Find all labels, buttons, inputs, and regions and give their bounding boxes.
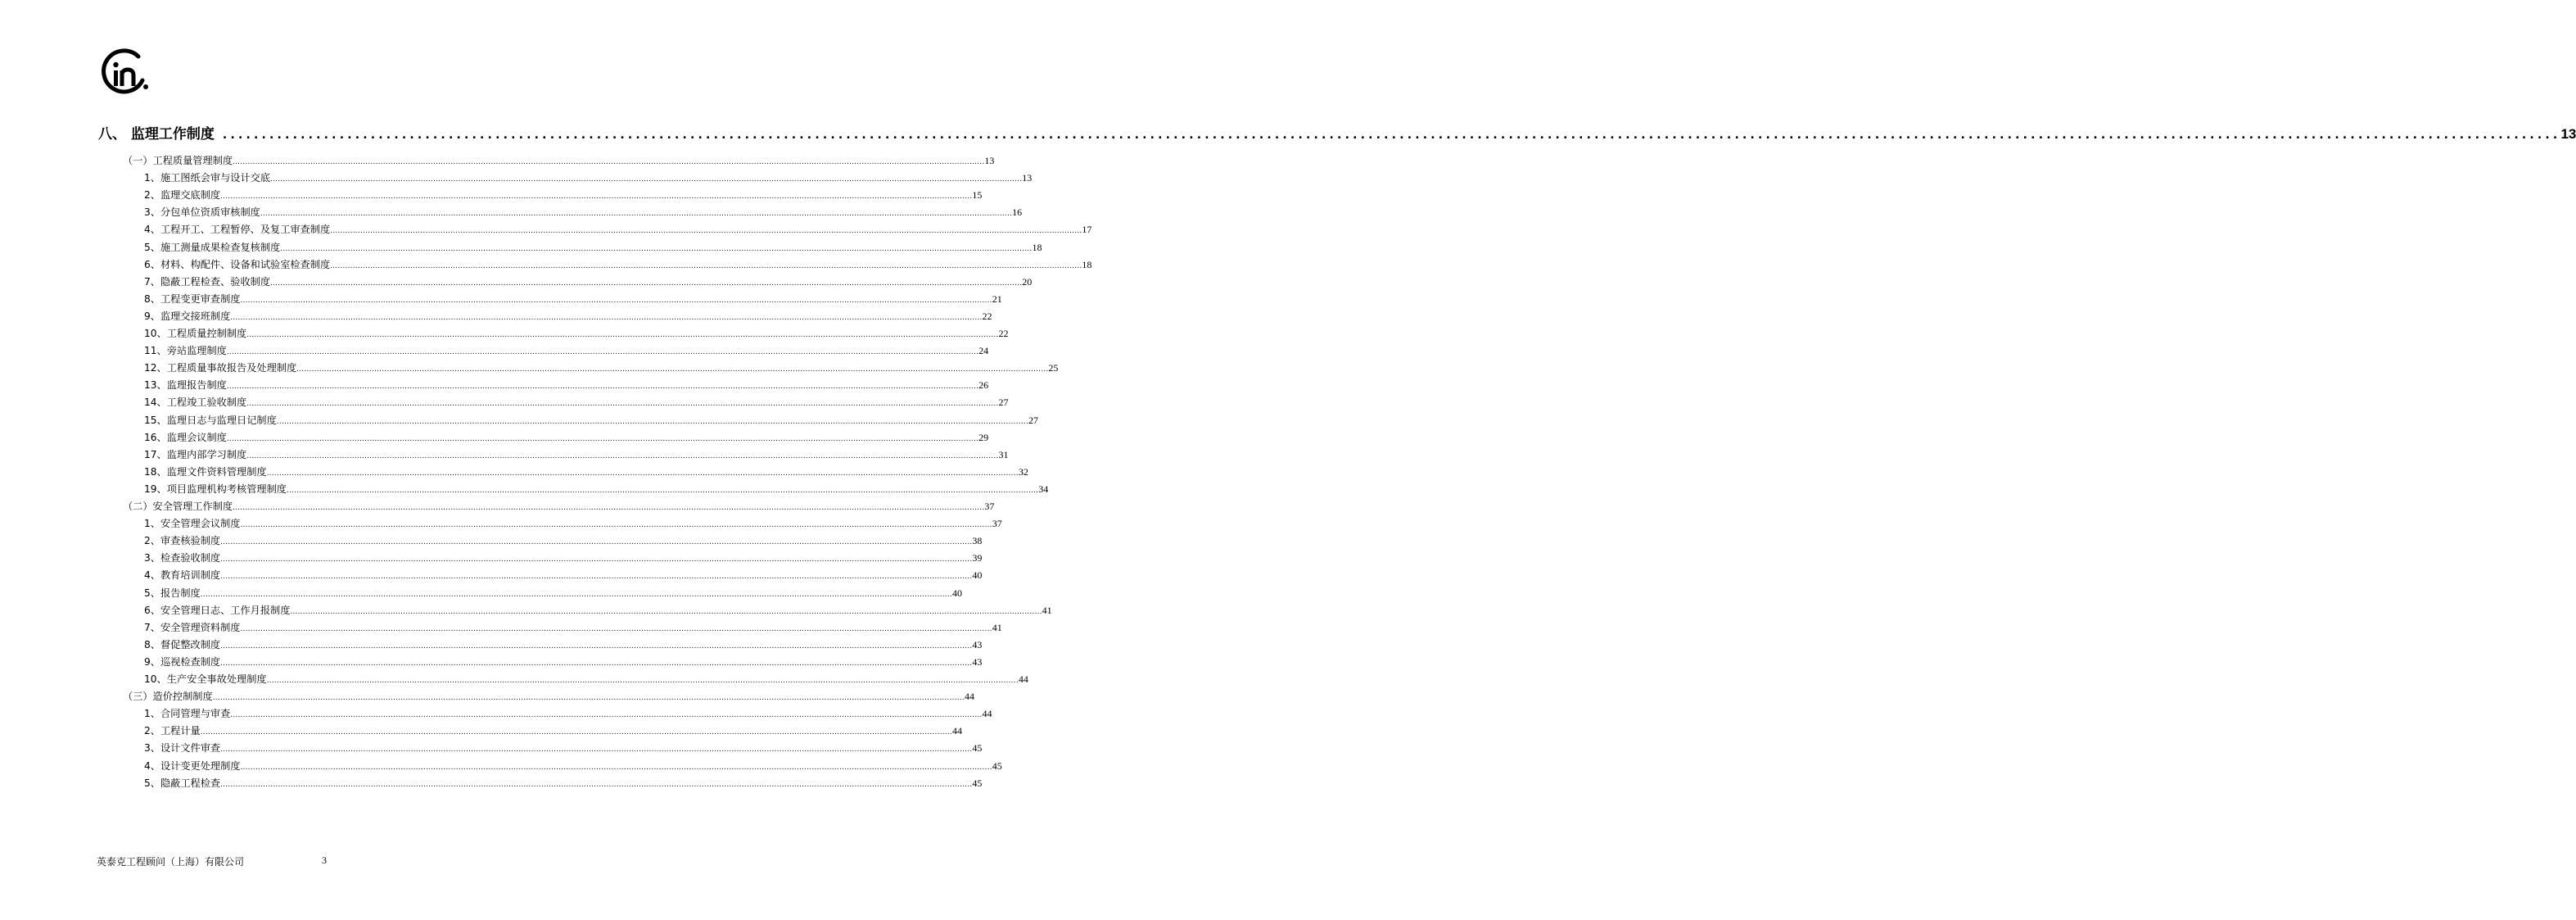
toc-label: 15、监理日志与监理日记制度 bbox=[144, 415, 277, 426]
toc-label: 1、合同管理与审查 bbox=[144, 708, 231, 719]
toc-item-entry[interactable] bbox=[0, 429, 989, 444]
toc-label: 8、工程变更审查制度 bbox=[144, 293, 241, 305]
toc-leader-dots: ............................................................................................................................................................................................................................................................................................................ bbox=[280, 245, 1033, 253]
toc-label: 4、设计变更处理制度 bbox=[144, 760, 241, 772]
toc-item-entry[interactable] bbox=[0, 221, 1092, 236]
toc-label: （三）造价控制制度 bbox=[123, 691, 213, 702]
toc-leader-dots: ............................................................................................................................................................................................................................................................................................................ bbox=[260, 210, 1013, 218]
toc-item-entry[interactable] bbox=[0, 671, 1028, 686]
toc-item-entry[interactable] bbox=[0, 239, 1042, 254]
toc-label: 18、监理文件资料管理制度 bbox=[144, 466, 267, 478]
toc-page-number: 31 bbox=[998, 449, 1009, 460]
toc-label: 13、监理报告制度 bbox=[144, 379, 227, 391]
toc-leader-dots: ............................................................................................................................................................................................................................................................................................................ bbox=[220, 193, 973, 201]
toc-leader-dots: ............................................................................................................................................................................................................................................................................................................ bbox=[240, 521, 992, 529]
toc-page-number: 44 bbox=[951, 725, 962, 736]
toc-label: 7、安全管理资料制度 bbox=[144, 622, 241, 633]
toc-label: 19、项目监理机构考核管理制度 bbox=[144, 483, 287, 495]
toc-label: 2、审查核验制度 bbox=[144, 535, 221, 546]
toc-leader-dots: ............................................................................................................................................................................................................................................................................................................ bbox=[220, 555, 973, 564]
toc-leader-dots: ............................................................................................................................................................................................................................................................................................................ bbox=[276, 418, 1029, 426]
toc-label: 7、隐蔽工程检查、验收制度 bbox=[144, 276, 271, 288]
toc-item-entry[interactable] bbox=[0, 602, 1052, 617]
toc-leader-dots: ............................................................................................................................................................................................................................................................................................................ bbox=[270, 175, 1023, 184]
toc-section-entry[interactable] bbox=[0, 498, 995, 513]
toc-label: 14、工程竣工验收制度 bbox=[144, 397, 247, 408]
toc-label: 2、工程计量 bbox=[144, 725, 201, 736]
toc-item-entry[interactable] bbox=[0, 654, 983, 668]
toc-leader-dots: ............................................................................................................................................................................................................................................................................................................ bbox=[220, 642, 973, 650]
toc-item-entry[interactable] bbox=[0, 187, 983, 202]
toc-chapter-entry[interactable] bbox=[0, 123, 2576, 143]
toc-label: 6、安全管理日志、工作月报制度 bbox=[144, 605, 291, 616]
toc-item-entry[interactable] bbox=[0, 550, 983, 564]
toc-item-entry[interactable] bbox=[0, 274, 1033, 288]
company-logo bbox=[100, 49, 154, 95]
toc-page-number: 16 bbox=[1012, 206, 1023, 218]
toc-label: 5、隐蔽工程检查 bbox=[144, 777, 221, 789]
toc-item-entry[interactable] bbox=[0, 515, 1002, 530]
toc-leader-dots: ............................................................................................................................................................................................................................................................................................................ bbox=[240, 764, 992, 772]
toc-item-entry[interactable] bbox=[0, 705, 992, 720]
toc-item-entry[interactable] bbox=[0, 308, 992, 323]
toc-leader-dots: ............................................................................................................................................................................................................................................................................................................ bbox=[286, 487, 1039, 495]
toc-item-entry[interactable] bbox=[0, 619, 1002, 634]
toc-leader-dots: ............................................................................................................................................................................................................................................................................................................ bbox=[330, 227, 1082, 235]
toc-item-entry[interactable] bbox=[0, 585, 962, 600]
toc-label: 3、设计文件审查 bbox=[144, 742, 221, 754]
toc-page-number: 15 bbox=[972, 189, 983, 201]
toc-label: （二）安全管理工作制度 bbox=[123, 501, 233, 512]
toc-page-number: 34 bbox=[1038, 483, 1049, 495]
toc-leader-dots: ............................................................................................................................................................................................................................................................................................................ bbox=[200, 591, 952, 599]
toc-leader-dots: ............................................................................................................................................................................................................................................................................................................ bbox=[240, 625, 992, 633]
toc-item-entry[interactable] bbox=[0, 740, 983, 755]
toc-page-number: 41 bbox=[1042, 605, 1052, 616]
toc-page-number: 17 bbox=[1082, 224, 1092, 235]
toc-page-number: 43 bbox=[972, 639, 983, 650]
toc-page-number: 40 bbox=[972, 569, 983, 581]
toc-page-number: 24 bbox=[978, 345, 989, 356]
toc-label: 11、旁站监理制度 bbox=[144, 345, 227, 356]
toc-page-number: 18 bbox=[1032, 242, 1042, 253]
toc-label: 10、生产安全事故处理制度 bbox=[144, 673, 267, 685]
toc-page-number: 32 bbox=[1018, 466, 1028, 478]
toc-leader-dots: ............................................................................................................................................................................................................................................................................................................ bbox=[240, 297, 992, 305]
toc-section-entry[interactable] bbox=[0, 688, 974, 703]
toc-label: （一）工程质量管理制度 bbox=[123, 155, 233, 166]
toc-leader-dots: ............................................................................................................................................................................................................................................................................................................ bbox=[226, 348, 979, 356]
toc-leader-dots: ............................................................................................................................................................................................................................................................................................................ bbox=[226, 435, 979, 443]
toc-leader-dots: ............................................................................................................................................................................................................................................................................................................ bbox=[230, 711, 983, 719]
toc-leader-dots: ............................................................................................................................................................................................................................................................................................................ bbox=[290, 608, 1042, 616]
toc-leader-dots: ............................................................................................................................................................................................................................................................................................................ bbox=[246, 400, 999, 408]
toc-page-number: 20 bbox=[1022, 276, 1033, 288]
toc-leader-dots: ............................................................................................................................................................................................................................................................................................................ bbox=[246, 331, 999, 339]
toc-page-number: 45 bbox=[972, 742, 983, 754]
toc-label: 4、教育培训制度 bbox=[144, 569, 221, 581]
toc-leader-dots: ............................................................................................................................................................................................................................................................................................................ bbox=[220, 781, 973, 789]
toc-item-entry[interactable] bbox=[0, 464, 1028, 478]
toc-label: 9、巡视检查制度 bbox=[144, 656, 221, 668]
toc-label: 3、分包单位资质审核制度 bbox=[144, 206, 260, 218]
toc-leader-dots: ............................................................................................................................................................................................................................................................................................................ bbox=[230, 314, 983, 322]
toc-item-entry[interactable] bbox=[0, 412, 1039, 427]
toc-label: 9、监理交接班制度 bbox=[144, 310, 231, 322]
toc-item-entry[interactable] bbox=[0, 723, 962, 737]
toc-label: 17、监理内部学习制度 bbox=[144, 449, 247, 460]
toc-item-entry[interactable] bbox=[0, 758, 1002, 773]
toc-leader-dots: ............................................................................................................................................................................................................................................................................................................ bbox=[233, 504, 985, 512]
toc-page-number: 41 bbox=[992, 622, 1002, 633]
toc-leader-dots: ............................................................................................................................................................................................................................................................................................................ bbox=[212, 694, 965, 702]
toc-label: 12、工程质量事故报告及处理制度 bbox=[144, 362, 297, 374]
toc-label: 3、检查验收制度 bbox=[144, 552, 221, 564]
toc-label: 8、督促整改制度 bbox=[144, 639, 221, 650]
toc-label: 5、报告制度 bbox=[144, 587, 201, 599]
toc-page-number: 29 bbox=[978, 432, 989, 443]
toc-page-number: 44 bbox=[1018, 673, 1028, 685]
toc-item-entry[interactable] bbox=[0, 775, 983, 790]
toc-page-number: 27 bbox=[1028, 415, 1039, 426]
toc-item-entry[interactable] bbox=[0, 170, 1033, 184]
toc-item-entry[interactable] bbox=[0, 394, 1009, 409]
toc-leader-dots: ............................................................................................................................................................................................................................................................................................................ bbox=[200, 728, 952, 736]
toc-item-entry[interactable] bbox=[0, 342, 989, 357]
toc-leader-dots: ............................................................................................................................................................................................................................................................................................................ bbox=[222, 129, 2561, 142]
toc-page-number: 45 bbox=[992, 760, 1002, 772]
toc-item-entry[interactable] bbox=[0, 377, 989, 392]
toc-section-entry[interactable] bbox=[0, 152, 995, 167]
toc-item-entry[interactable] bbox=[0, 256, 1092, 271]
toc-item-entry[interactable] bbox=[0, 204, 1023, 219]
toc-item-entry[interactable] bbox=[0, 325, 1009, 340]
toc-item-entry[interactable] bbox=[0, 533, 983, 547]
toc-page-number: 25 bbox=[1048, 362, 1059, 374]
toc-label: 2、监理交底制度 bbox=[144, 189, 221, 201]
toc-label: 1、安全管理会议制度 bbox=[144, 518, 241, 529]
toc-page-number: 45 bbox=[972, 777, 983, 789]
toc-item-entry[interactable] bbox=[0, 481, 1049, 496]
toc-page-number: 44 bbox=[964, 691, 974, 702]
toc-item-entry[interactable] bbox=[0, 446, 1009, 461]
toc-item-entry[interactable] bbox=[0, 360, 1059, 374]
toc-item-entry[interactable] bbox=[0, 567, 983, 582]
toc-item-entry[interactable] bbox=[0, 637, 983, 651]
toc-page-number: 40 bbox=[951, 587, 962, 599]
toc-leader-dots: ............................................................................................................................................................................................................................................................................................................ bbox=[330, 262, 1082, 270]
toc-page-number: 13 bbox=[984, 155, 995, 166]
toc-page-number: 44 bbox=[982, 708, 992, 719]
toc-leader-dots: ............................................................................................................................................................................................................................................................................................................ bbox=[220, 659, 973, 668]
toc-label: 5、施工测量成果检查复核制度 bbox=[144, 242, 281, 253]
toc-leader-dots: ............................................................................................................................................................................................................................................................................................................ bbox=[296, 365, 1049, 374]
toc-page-number: 38 bbox=[972, 535, 983, 546]
toc-page-number: 13 bbox=[1022, 172, 1033, 184]
toc-label: 八、 监理工作制度 bbox=[98, 126, 215, 143]
toc-page-number: 18 bbox=[1082, 259, 1092, 270]
toc-page-number: 22 bbox=[998, 328, 1009, 339]
footer-company-name: 英泰克工程顾问（上海）有限公司 bbox=[97, 856, 245, 868]
toc-page-number: 21 bbox=[992, 293, 1002, 305]
toc-leader-dots: ............................................................................................................................................................................................................................................................................................................ bbox=[226, 383, 979, 391]
toc-leader-dots: ............................................................................................................................................................................................................................................................................................................ bbox=[233, 158, 985, 166]
toc-label: 1、施工图纸会审与设计交底 bbox=[144, 172, 271, 184]
footer-page-number: 3 bbox=[322, 854, 327, 866]
toc-page-number: 43 bbox=[972, 656, 983, 668]
toc-leader-dots: ............................................................................................................................................................................................................................................................................................................ bbox=[220, 538, 973, 546]
toc-page-number: 13 bbox=[2560, 126, 2576, 142]
toc-label: 16、监理会议制度 bbox=[144, 432, 227, 443]
toc-item-entry[interactable] bbox=[0, 291, 1002, 306]
toc-leader-dots: ............................................................................................................................................................................................................................................................................................................ bbox=[220, 573, 973, 581]
toc-page-number: 22 bbox=[982, 310, 992, 322]
toc-leader-dots: ............................................................................................................................................................................................................................................................................................................ bbox=[266, 469, 1019, 478]
toc-leader-dots: ............................................................................................................................................................................................................................................................................................................ bbox=[246, 452, 999, 460]
toc-page-number: 37 bbox=[984, 501, 995, 512]
toc-page-number: 37 bbox=[992, 518, 1002, 529]
toc-label: 6、材料、构配件、设备和试验室检查制度 bbox=[144, 259, 331, 270]
toc-page-number: 27 bbox=[998, 397, 1009, 408]
toc-leader-dots: ............................................................................................................................................................................................................................................................................................................ bbox=[270, 279, 1023, 288]
toc-leader-dots: ............................................................................................................................................................................................................................................................................................................ bbox=[266, 677, 1019, 685]
toc-label: 4、工程开工、工程暂停、及复工审查制度 bbox=[144, 224, 331, 235]
toc-label: 10、工程质量控制制度 bbox=[144, 328, 247, 339]
toc-leader-dots: ............................................................................................................................................................................................................................................................................................................ bbox=[220, 746, 973, 754]
toc-page-number: 26 bbox=[978, 379, 989, 391]
toc-page-number: 39 bbox=[972, 552, 983, 564]
